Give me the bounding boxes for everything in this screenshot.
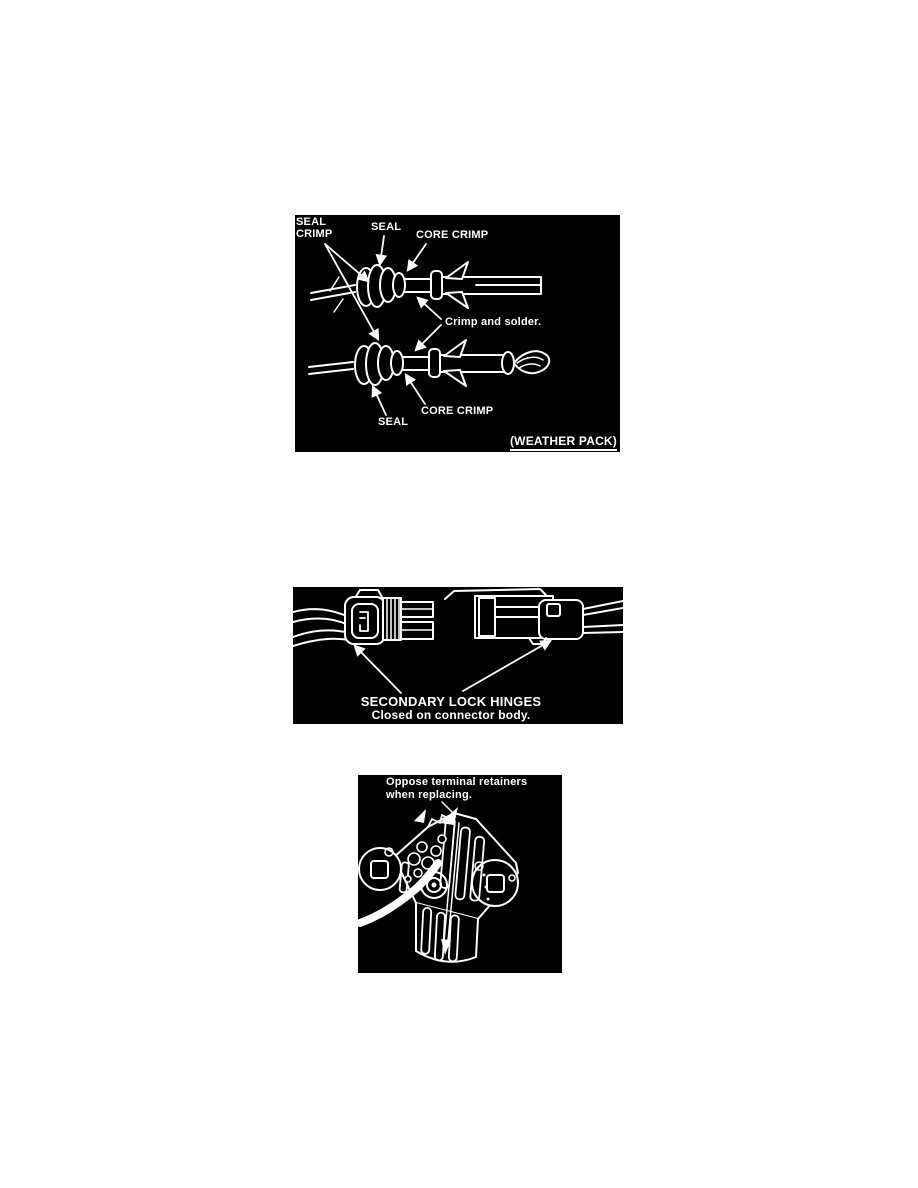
terminal-retainers-illustration [358,775,562,973]
secondary-lock-title: SECONDARY LOCK HINGES [360,694,542,709]
seal-crimp-label: SEAL CRIMP [296,216,333,240]
left-connector-drawing [293,590,433,646]
core-crimp-bottom-label: CORE CRIMP [421,405,494,417]
retainers-note-line2: when replacing. [386,789,473,801]
weather-pack-figure [295,215,620,452]
lower-terminal-drawing [309,340,549,386]
crimp-and-solder-label: Crimp and solder. [445,316,542,328]
secondary-lock-figure [293,587,623,724]
callout-arrows [325,236,441,415]
right-connector-drawing [445,589,623,644]
pointer-arrows [355,641,550,693]
seal-bottom-label: SEAL [378,416,409,428]
connector-body-drawing [359,813,518,962]
retainers-note-line1: Oppose terminal retainers [386,776,528,788]
core-crimp-top-label: CORE CRIMP [416,229,489,241]
seal-top-label: SEAL [371,221,402,233]
terminal-retainers-figure [358,775,562,973]
secondary-lock-subtitle: Closed on connector body. [371,708,531,722]
weather-pack-caption: (WEATHER PACK) [510,435,617,451]
